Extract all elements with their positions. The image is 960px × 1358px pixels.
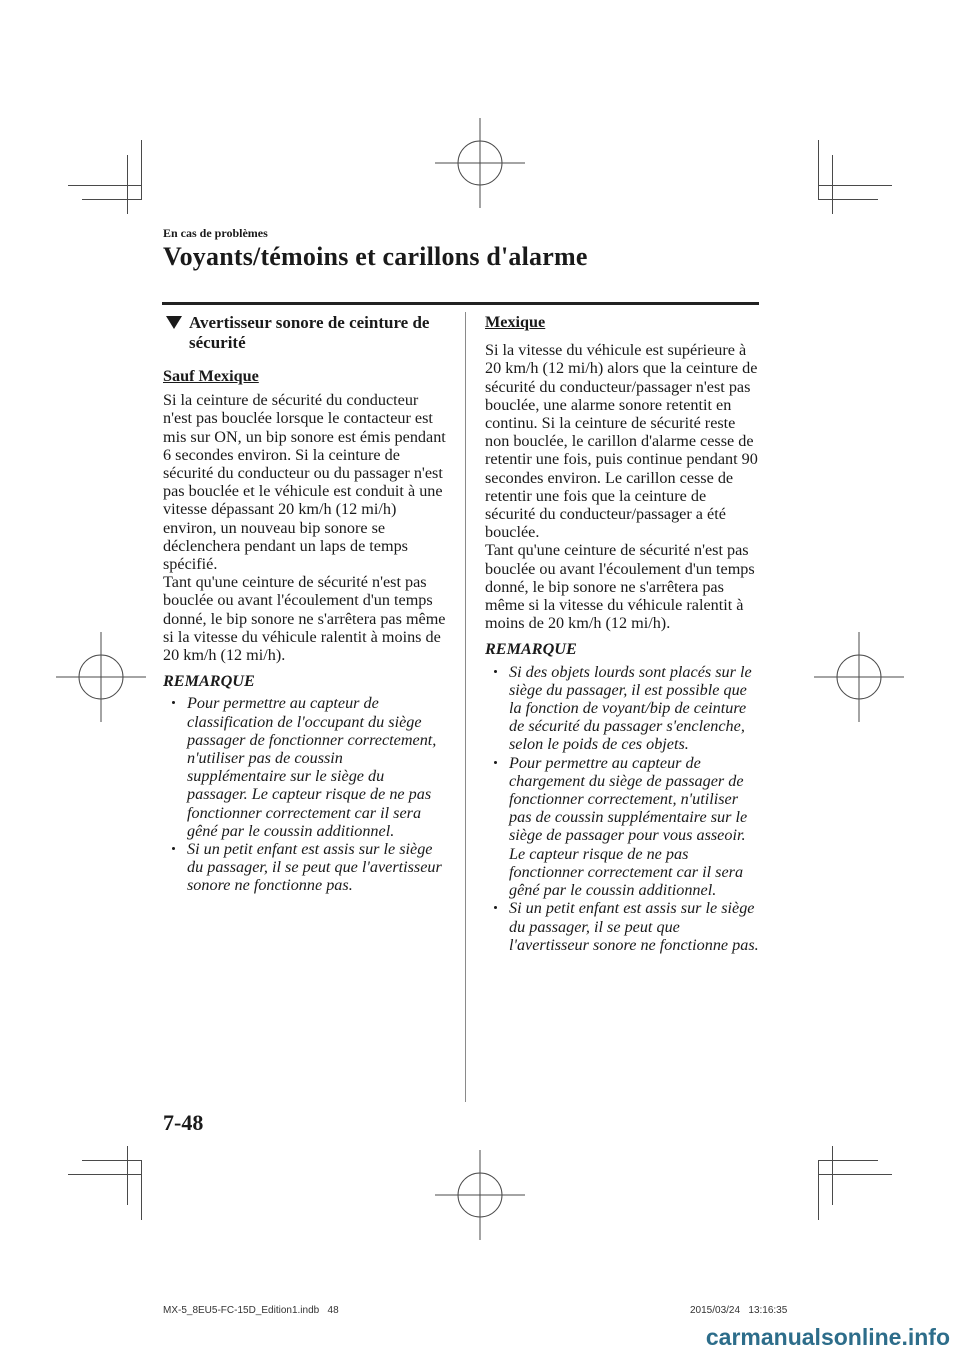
note-text: Si des objets lourds sont placés sur le siège du passager, il est possible que la fonction de voyant/bip de ceinture de sécurité du passager s'enclenche, selon le poids de ces objets. (509, 662, 752, 754)
crop-mark (832, 1146, 833, 1205)
crop-mark (141, 140, 142, 200)
crop-mark (818, 199, 878, 200)
note-list (163, 694, 446, 894)
crop-mark (818, 1174, 892, 1175)
crop-mark (818, 1160, 819, 1220)
bullet-icon (494, 906, 497, 909)
heading-rule (162, 302, 759, 305)
crop-mark (141, 1160, 142, 1220)
list-item (485, 899, 760, 954)
crop-mark (82, 199, 142, 200)
watermark: carmanualsonline.info (705, 1324, 950, 1350)
crop-mark (818, 1160, 878, 1161)
registration-mark-icon (814, 632, 904, 722)
registration-mark-icon (435, 1150, 525, 1240)
note-text: Si un petit enfant est assis sur le siège du passager, il se peut que l'avertisseur sonore ne fonctionne pas. (509, 899, 759, 954)
list-item (163, 694, 446, 840)
crop-mark (68, 185, 142, 186)
note-text: Pour permettre au capteur de chargement du siège de passager de fonctionner correctement, n'utiliser pas de coussin supplémentaire sur le siège de passager pour vous asseoir. Le capteur risque de ne pas fonctionner correctement car il sera gêné par le coussin additionnel. (509, 753, 748, 900)
triangle-marker-icon (166, 316, 182, 329)
section-label: En cas de problèmes (163, 226, 268, 240)
crop-mark (127, 1146, 128, 1205)
registration-mark-icon (435, 118, 525, 208)
note-title: REMARQUE (163, 672, 255, 691)
section-heading (163, 313, 446, 353)
paragraph: Si la ceinture de sécurité du conducteur n'est pas bouclée lorsque le contacteur est mis sur ON, un bip sonore est émis pendant 6 secondes environ. Si la ceinture de sécurité du conducteur ou du passager n'est pas bouclée et le véhicule est conduit à une vitesse dépassant 20 km/h (12 mi/h) environ, un nouveau bip sonore se déclenchera pendant un laps de temps spécifié. (163, 391, 446, 574)
list-item (485, 663, 760, 754)
right-column (485, 313, 760, 954)
left-column (163, 313, 446, 895)
paragraph: Si la vitesse du véhicule est supérieure à 20 km/h (12 mi/h) alors que la ceinture de sécurité du conducteur/passager n'est pas bouclée, une alarme sonore retentit en continu. Si la ceinture de sécurité reste non bouclée, le carillon d'alarme cesse de retentir une fois, puis continue pendant 90 secondes environ. Le carillon cesse de retentir une fois que la ceinture de sécurité du conducteur/passager a été bouclée. (485, 341, 758, 542)
bullet-icon (172, 701, 175, 704)
list-item (163, 840, 446, 895)
page-title: Voyants/témoins et carillons d'alarme (163, 242, 588, 271)
note-title: REMARQUE (485, 640, 577, 659)
section-heading-text: Avertisseur sonore de ceinture de sécurité (189, 313, 430, 352)
footer-filename: MX-5_8EU5-FC-15D_Edition1.indb 48 (163, 1305, 339, 1316)
crop-mark (818, 140, 819, 200)
crop-mark (68, 1174, 142, 1175)
footer-timestamp: 2015/03/24 13:16:35 (690, 1305, 788, 1316)
registration-mark-icon (56, 632, 146, 722)
bullet-icon (494, 761, 497, 764)
note-text: Si un petit enfant est assis sur le siège du passager, il se peut que l'avertisseur sonore ne fonctionne pas. (187, 840, 442, 895)
region-heading: Sauf Mexique (163, 367, 259, 385)
bullet-icon (172, 847, 175, 850)
column-divider (465, 312, 466, 1102)
note-text: Pour permettre au capteur de classification de l'occupant du siège passager de fonctionner correctement, n'utiliser pas de coussin supplémentaire sur le siège du passager. Le capteur risque de ne pas fonctionner correctement car il sera gêné par le coussin additionnel. (187, 694, 437, 840)
list-item (485, 754, 760, 900)
bullet-icon (494, 670, 497, 673)
crop-mark (82, 1160, 142, 1161)
page-number: 7-48 (163, 1110, 204, 1135)
note-list (485, 663, 760, 954)
paragraph: Tant qu'une ceinture de sécurité n'est pas bouclée ou avant l'écoulement d'un temps donné, le bip sonore ne s'arrêtera pas même si la vitesse du véhicule ralentit à moins de 20 km/h (12 mi/h). (485, 541, 755, 633)
region-heading: Mexique (485, 313, 546, 331)
crop-mark (818, 185, 892, 186)
paragraph: Tant qu'une ceinture de sécurité n'est pas bouclée ou avant l'écoulement d'un temps donné, le bip sonore ne s'arrêtera pas même si la vitesse du véhicule ralentit à moins de 20 km/h (12 mi/h). (163, 573, 446, 665)
